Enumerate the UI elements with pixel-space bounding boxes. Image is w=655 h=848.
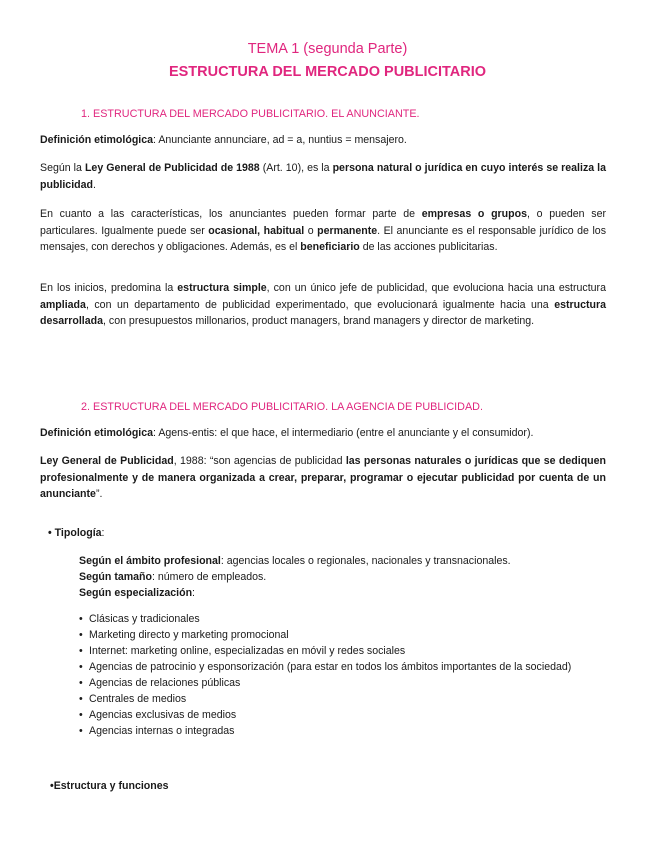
text-run: Según la xyxy=(40,162,85,174)
text-run: . El anunciante es el responsable jurídico de los mensajes, con derechos y obligaciones. Además, es el xyxy=(40,224,606,253)
especializacion-label: Según especialización xyxy=(79,587,193,599)
section-1-heading: 1. ESTRUCTURA DEL MERCADO PUBLICITARIO. EL ANUNCIANTE. xyxy=(81,108,420,120)
tamano-label: Según tamaño xyxy=(79,571,152,583)
especializacion-text: : xyxy=(192,587,195,599)
text-run: o xyxy=(304,224,318,237)
tamano-line xyxy=(79,569,599,586)
text-run-bold: estructura desarrollada xyxy=(40,298,606,327)
text-run: : xyxy=(101,527,105,539)
section-1-ley-paragraph xyxy=(40,160,606,193)
ambito-text: : agencias locales o regionales, nacionales y transnacionales. xyxy=(220,555,511,567)
text-run: En cuanto a las características, los anunciantes pueden formar parte de xyxy=(40,208,422,220)
ambito-line xyxy=(79,553,599,570)
text-run-bold: beneficiario xyxy=(300,241,360,253)
text-run: , con presupuestos millonarios, product managers, brand managers y director de marketing. xyxy=(103,315,535,327)
doc-title-topic: TEMA 1 (segunda Parte) xyxy=(247,41,408,57)
text-run: , con un único jefe de publicidad, que evoluciona hacia una estructura xyxy=(266,282,606,294)
text-run-bold: persona natural o jurídica en cuyo interés se realiza la publicidad xyxy=(40,162,606,191)
text-run-bold: estructura simple xyxy=(177,282,267,294)
list-item: • Agencias de relaciones públicas xyxy=(79,675,599,691)
section-2-definition xyxy=(40,425,606,442)
definition-text: : Anunciante annunciare, ad = a, nuntius = mensajero. xyxy=(153,134,407,146)
text-run-bold: Ley General de Publicidad xyxy=(40,455,174,467)
section-1-caracteristicas-paragraph xyxy=(40,206,606,256)
text-run: (Art. 10), es la xyxy=(259,162,333,174)
ambito-label: Según el ámbito profesional xyxy=(79,555,221,567)
estructura-funciones-heading: •Estructura y funciones xyxy=(50,780,169,792)
section-1-definition xyxy=(40,132,606,149)
list-item: • Marketing directo y marketing promocional xyxy=(79,627,599,643)
section-2-heading: 2. ESTRUCTURA DEL MERCADO PUBLICITARIO. LA AGENCIA DE PUBLICIDAD. xyxy=(81,401,483,413)
list-item: • Agencias internas o integradas xyxy=(79,723,599,739)
text-run: , 1988: “son agencias de publicidad xyxy=(173,455,346,467)
text-run-bold: empresas o grupos xyxy=(421,208,527,220)
tipologia-label: • Tipología xyxy=(48,527,102,539)
text-run: de las acciones publicitarias. xyxy=(359,241,498,253)
text-run: ”. xyxy=(95,488,103,500)
definition-label: Definición etimológica xyxy=(40,427,154,439)
section-1-inicios-paragraph xyxy=(40,280,606,330)
especializacion-list xyxy=(79,611,599,739)
text-run-bold: ampliada xyxy=(40,298,86,311)
list-item: • Agencias exclusivas de medios xyxy=(79,707,599,723)
text-run-bold: las personas naturales o jurídicas que se dediquen profesionalmente y de manera organizada a crear, preparar, programar o ejecutar publicidad por cuenta de un anunciante xyxy=(40,455,607,500)
list-item: • Internet: marketing online, especializadas en móvil y redes sociales xyxy=(79,643,599,659)
text-run: . xyxy=(92,178,96,191)
tipologia-item xyxy=(48,525,105,542)
list-item: • Agencias de patrocinio y esponsorización (para estar en todos los ámbitos importantes de la sociedad) xyxy=(79,659,599,675)
text-run: , o pueden ser particulares. Igualmente puede ser xyxy=(40,208,606,237)
list-item: • Centrales de medios xyxy=(79,691,599,707)
list-item: • Clásicas y tradicionales xyxy=(79,611,599,627)
definition-label: Definición etimológica xyxy=(40,134,154,146)
definition-text: : Agens-entis: el que hace, el intermediario (entre el anunciante y el consumidor). xyxy=(153,427,534,439)
text-run-bold: ocasional, habitual xyxy=(208,224,305,237)
especializacion-line xyxy=(79,585,599,602)
text-run: En los inicios, predomina la xyxy=(40,282,178,294)
doc-title-main: ESTRUCTURA DEL MERCADO PUBLICITARIO xyxy=(168,64,487,80)
text-run-bold: Ley General de Publicidad de 1988 xyxy=(84,162,260,174)
tamano-text: : número de empleados. xyxy=(152,571,267,583)
section-2-ley-paragraph xyxy=(40,453,606,503)
text-run-bold: permanente xyxy=(317,224,378,237)
text-run: , con un departamento de publicidad experimentado, que evolucionará igualmente hacia una xyxy=(85,298,555,311)
